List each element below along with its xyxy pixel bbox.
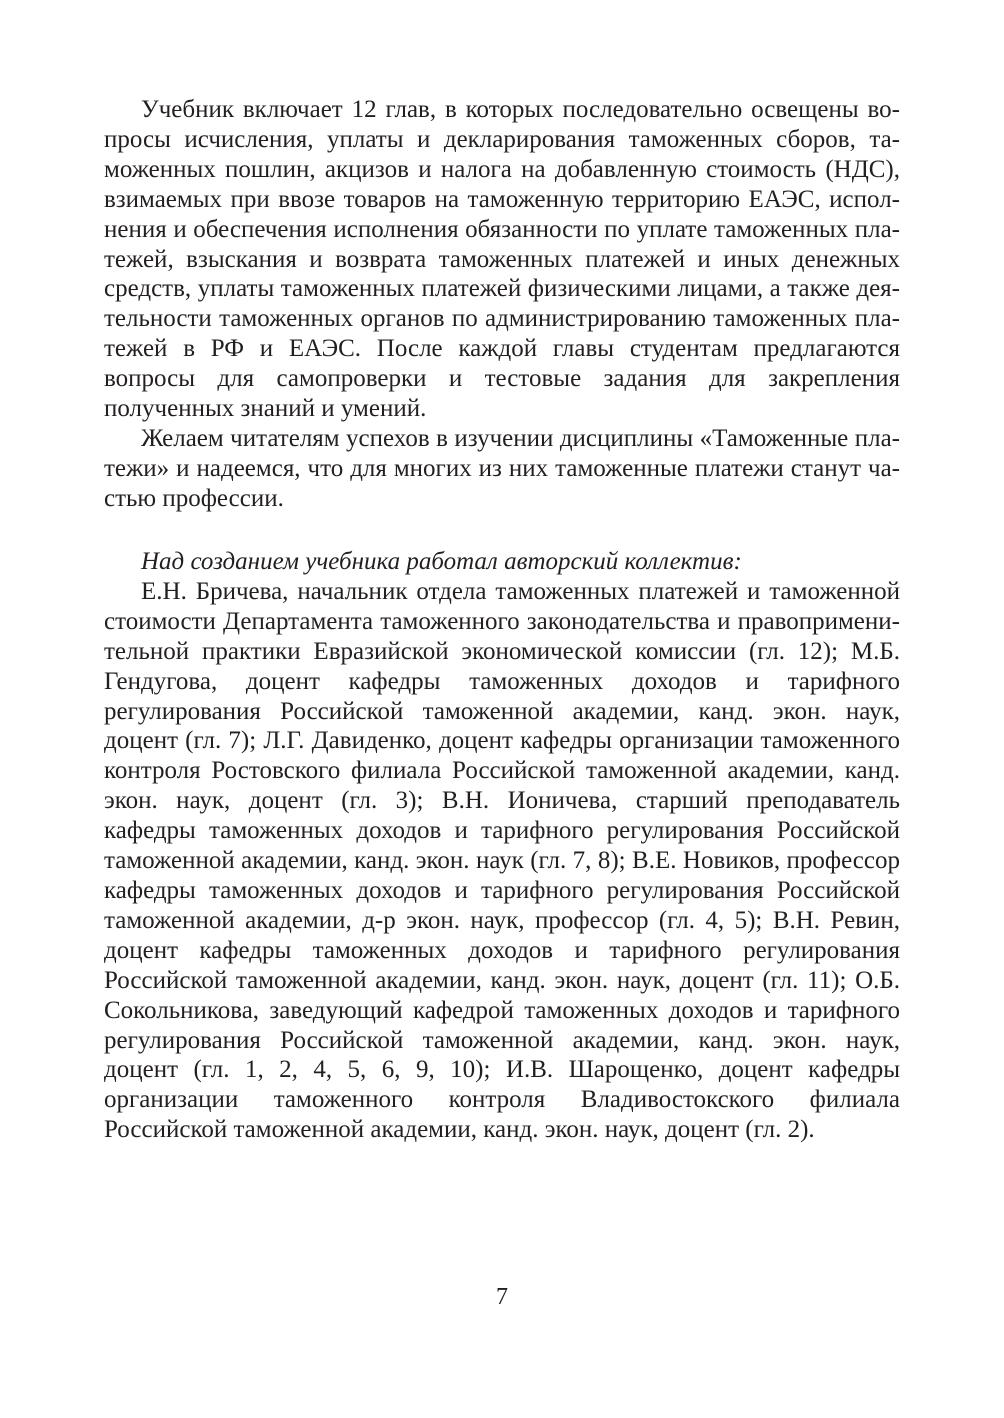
intro-paragraph-wishes: Желаем читателям успехов в изучении дисциплины «Таможенные платежи» и надеемся, что для многих из них таможенные платежи станут частью профессии. bbox=[104, 424, 900, 512]
intro-paragraph-contents: Учебник включает 12 глав, в которых последовательно освещены вопросы исчисления, уплаты и декларирования таможенных сборов, таможенных пошлин, акцизов и налога на добавленную стоимость (НДС), взимаемых при ввозе товаров на таможенную территорию ЕАЭС, исполнения и обеспечения исполнения обязанности по уплате таможенных платежей, взыскания и возврата таможенных платежей и иных денежных средств, уплаты таможенных платежей физическими лицами, а также деятельности таможенных органов по администрированию таможенных платежей в РФ и ЕАЭС. После каждой главы студентам предлагаются вопросы для самопроверки и тестовые задания для закрепления полученных знаний и умений. bbox=[104, 96, 900, 423]
authors-list: Е.Н. Бричева, начальник отдела таможенных платежей и таможенной стоимости Департамента таможенного законодательства и правоприменительной практики Евразийской экономической комиссии (гл. 12); М.Б. Гендугова, доцент кафедры таможенных доходов и тарифного регулирования Российской таможенной академии, канд. экон. наук, доцент (гл. 7); Л.Г. Давиденко, доцент кафедры организации таможенного контроля Ростовского филиала Российской таможенной академии, канд. экон. наук, доцент (гл. 3); В.Н. Ионичева, старший преподаватель кафедры таможенных доходов и тарифного регулирования Российской таможенной академии, канд. экон. наук (гл. 7, 8); В.Е. Новиков, профессор кафедры таможенных доходов и тарифного регулирования Российской таможенной академии, д-р экон. наук, профессор (гл. 4, 5); В.Н. Ревин, доцент кафедры таможенных доходов и тарифного регулирования Российской таможенной академии, канд. экон. наук, доцент (гл. 11); О.Б. Сокольникова, заведующий кафедрой таможенных доходов и тарифного регулирования Российской таможенной академии, канд. экон. наук, доцент (гл. 1, 2, 4, 5, 6, 9, 10); И.В. Шарощенко, доцент кафедры организации таможенного контроля Владивостокского филиала Российской таможенной академии, канд. экон. наук, доцент (гл. 2). bbox=[104, 577, 900, 1144]
authors-section bbox=[104, 547, 900, 1145]
intro-section bbox=[104, 95, 900, 514]
page-number: 7 bbox=[496, 1284, 508, 1310]
authors-heading: Над созданием учебника работал авторский коллектив: bbox=[141, 548, 742, 575]
